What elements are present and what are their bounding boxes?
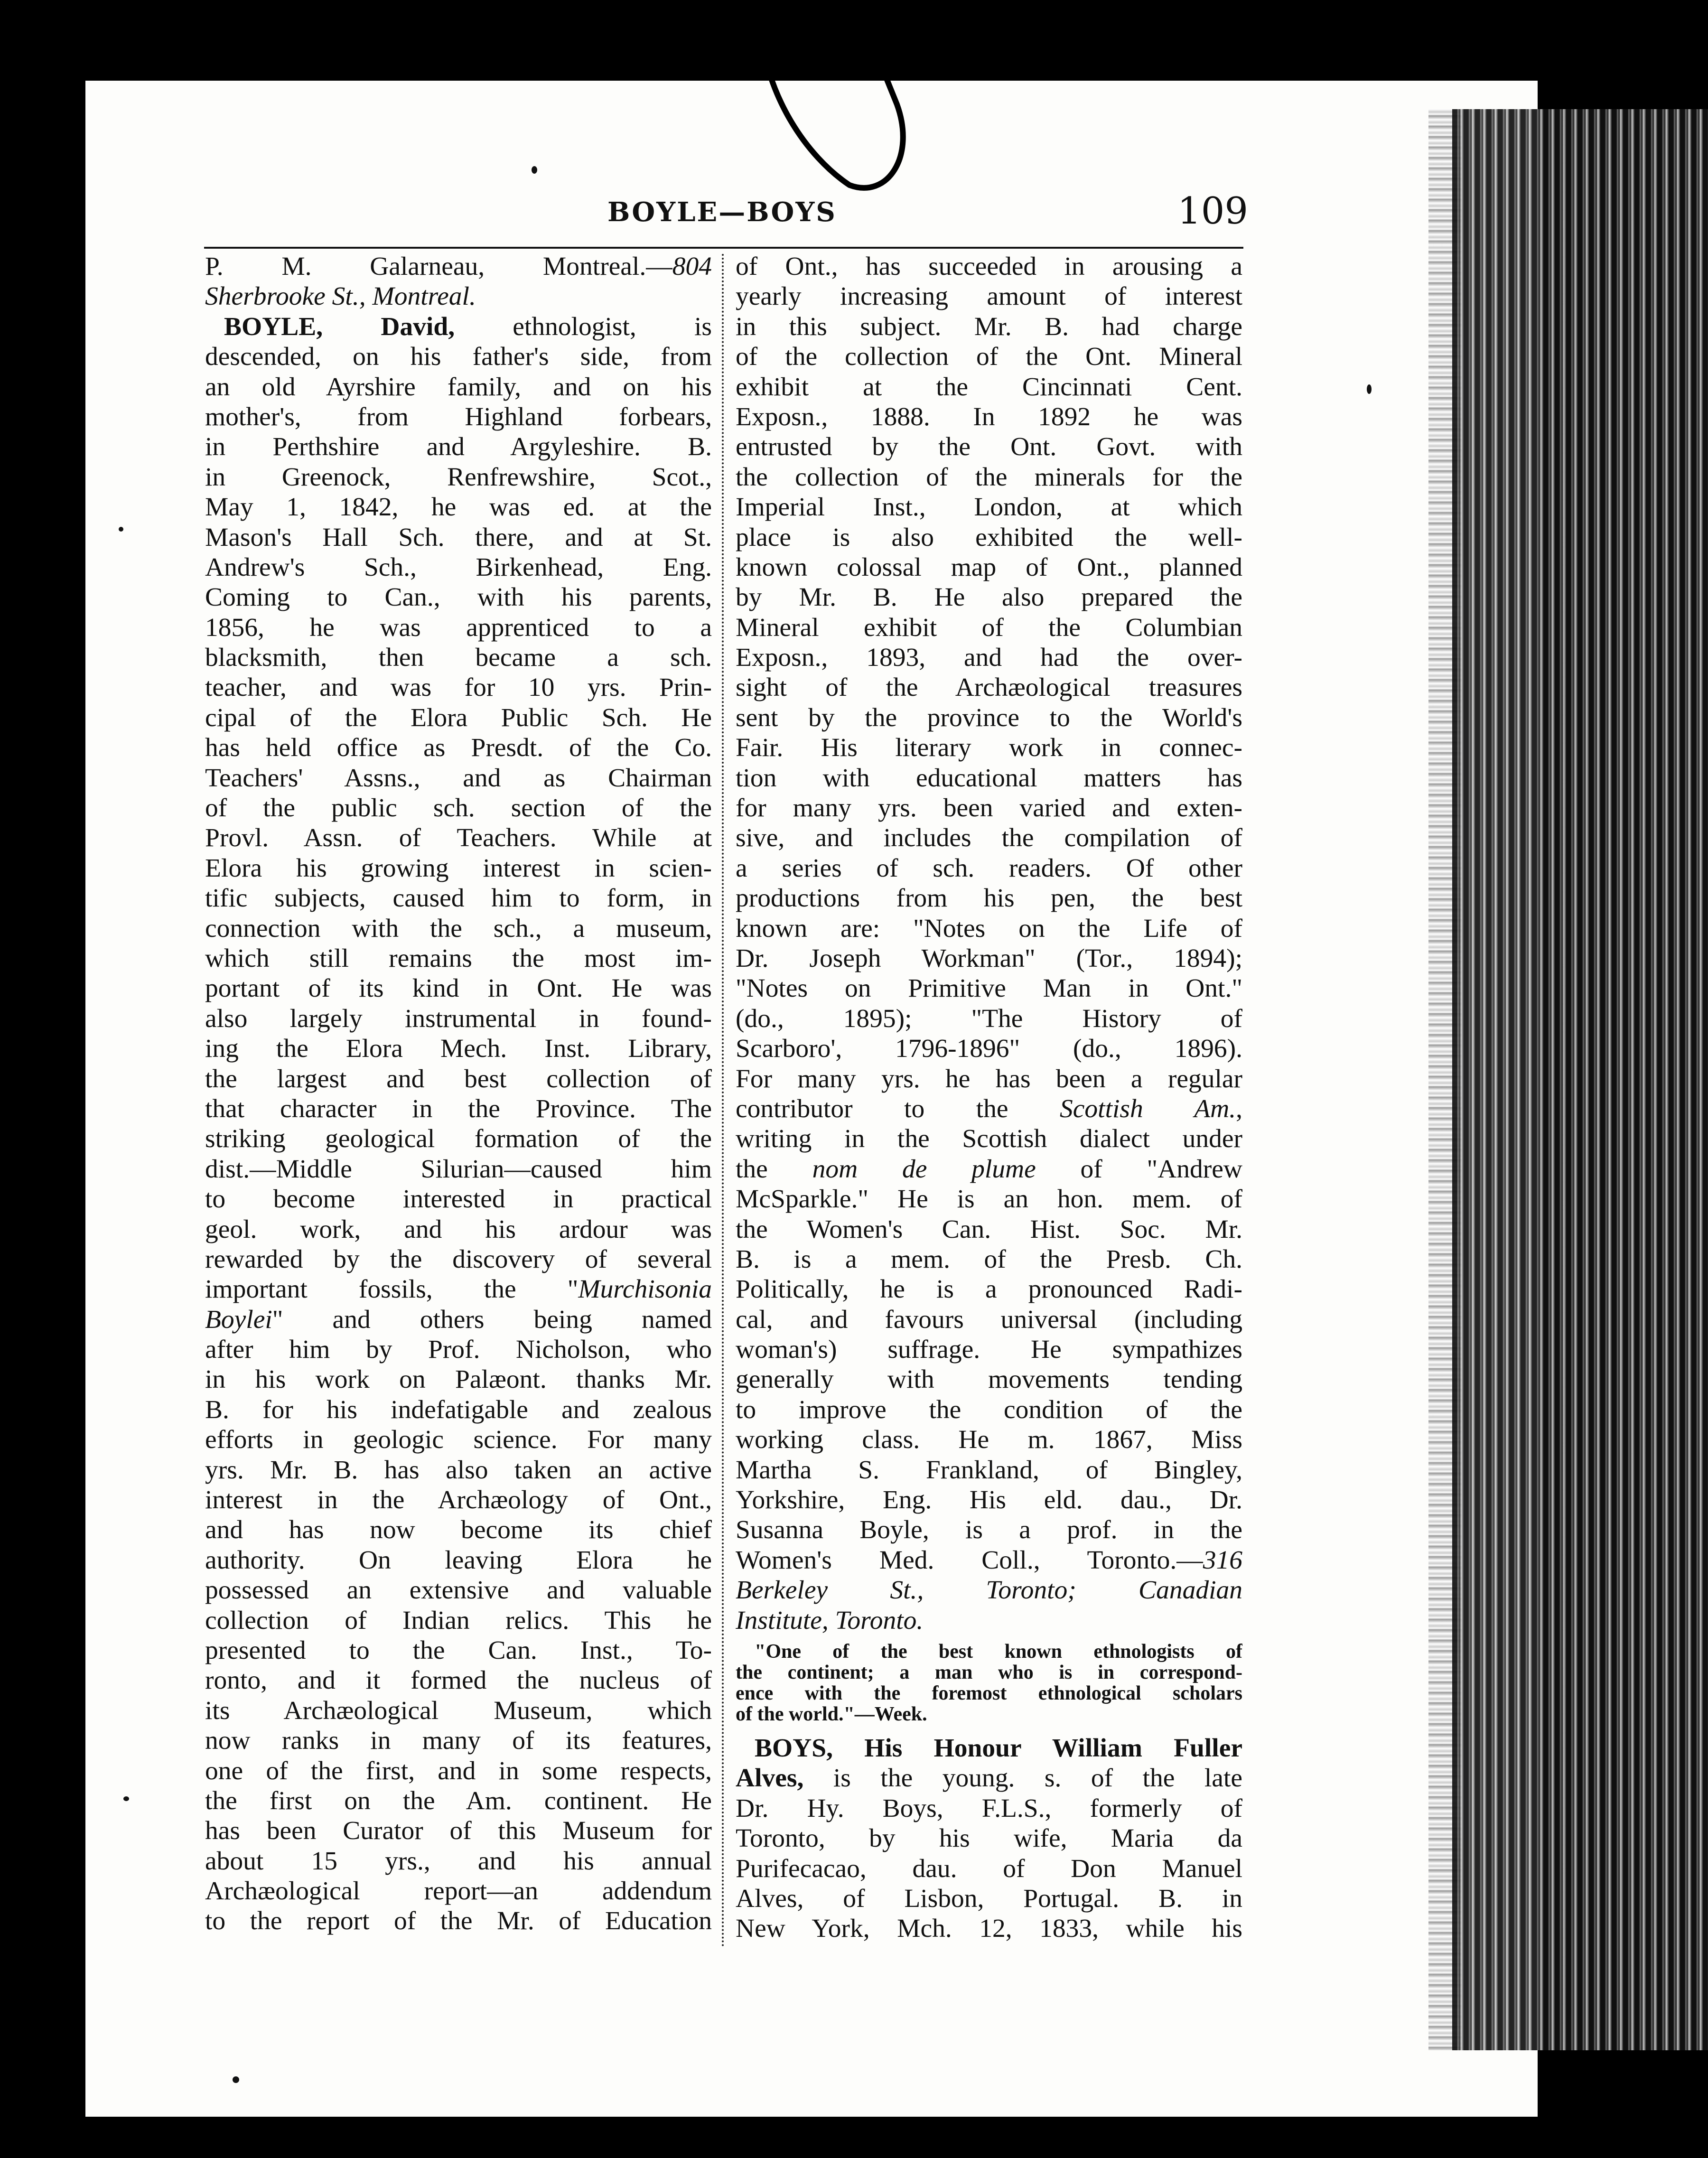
pen-scribble-mark bbox=[650, 0, 982, 199]
left-column-line: now ranks in many of its features, bbox=[205, 1726, 712, 1756]
left-column-line: dist.—Middle Silurian—caused him bbox=[205, 1154, 712, 1184]
right-column-line: the collection of the minerals for the bbox=[736, 462, 1242, 492]
right-column bbox=[736, 252, 1242, 1944]
left-column-line: Teachers' Assns., and as Chairman bbox=[205, 763, 712, 793]
scan-speck bbox=[233, 2076, 239, 2083]
text-run: important fossils, the " bbox=[205, 1275, 579, 1304]
right-column-line: the Women's Can. Hist. Soc. Mr. bbox=[736, 1214, 1242, 1244]
left-column-line bbox=[205, 1305, 712, 1335]
right-column-line: "Notes on Primitive Man in Ont." bbox=[736, 974, 1242, 1003]
right-column-line: generally with movements tending bbox=[736, 1365, 1242, 1394]
left-column-line bbox=[205, 1274, 712, 1304]
left-column-line: that character in the Province. The bbox=[205, 1094, 712, 1123]
left-column-line: presented to the Can. Inst., To- bbox=[205, 1635, 712, 1665]
text-run: Murchisonia bbox=[578, 1275, 712, 1304]
right-column-line: Purifecacao, dau. of Don Manuel bbox=[736, 1854, 1242, 1883]
left-column-line: Mason's Hall Sch. there, and at St. bbox=[205, 523, 712, 552]
right-column-line: Institute, Toronto. bbox=[736, 1606, 924, 1635]
scan-speck bbox=[119, 527, 123, 532]
right-column-line: working class. He m. 1867, Miss bbox=[736, 1425, 1242, 1455]
right-column-line bbox=[736, 1763, 1242, 1793]
left-column-line: its Archæological Museum, which bbox=[205, 1696, 712, 1725]
text-run: ethnologist, is bbox=[455, 312, 712, 341]
left-column-line: ronto, and it formed the nucleus of bbox=[205, 1666, 712, 1695]
right-column-line: yearly increasing amount of interest bbox=[736, 282, 1242, 311]
left-column-line: striking geological formation of the bbox=[205, 1124, 712, 1154]
text-run: 804 bbox=[672, 252, 712, 281]
left-column-line: efforts in geologic science. For many bbox=[205, 1425, 712, 1455]
scan-speck bbox=[1367, 384, 1372, 394]
page-edge-dark-margin bbox=[1452, 109, 1708, 2050]
right-column-line: place is also exhibited the well- bbox=[736, 523, 1242, 552]
right-column-line: known colossal map of Ont., planned bbox=[736, 552, 1242, 582]
right-column-line: New York, Mch. 12, 1833, while his bbox=[736, 1914, 1242, 1943]
right-column-line: of the collection of the Ont. Mineral bbox=[736, 342, 1242, 372]
quote-line: the continent; a man who is in correspond- bbox=[736, 1662, 1242, 1683]
running-head: BOYLE—BOYS bbox=[607, 196, 837, 228]
scan-speck bbox=[123, 1796, 129, 1801]
left-column-line: Sherbrooke St., Montreal. bbox=[205, 282, 476, 311]
text-run: " and others being named bbox=[272, 1305, 712, 1334]
right-column-line: writing in the Scottish dialect under bbox=[736, 1124, 1242, 1154]
text-run: contributor to the bbox=[736, 1094, 1060, 1123]
left-column-line: possessed an extensive and valuable bbox=[205, 1576, 712, 1605]
left-column-line: one of the first, and in some respects, bbox=[205, 1756, 712, 1785]
left-column-line: geol. work, and his ardour was bbox=[205, 1214, 712, 1244]
right-column-line: tion with educational matters has bbox=[736, 763, 1242, 793]
left-column-line: mother's, from Highland forbears, bbox=[205, 402, 712, 431]
right-column-line: For many yrs. he has been a regular bbox=[736, 1064, 1242, 1093]
text-run: Scottish Am. bbox=[1060, 1094, 1236, 1123]
text-run: the bbox=[736, 1154, 812, 1184]
left-column-line: rewarded by the discovery of several bbox=[205, 1244, 712, 1274]
right-column-line bbox=[736, 1733, 1242, 1763]
text-run: P. M. Galarneau, Montreal.— bbox=[205, 252, 672, 281]
left-column-line: has held office as Presdt. of the Co. bbox=[205, 733, 712, 763]
left-column-line: Elora his growing interest in scien- bbox=[205, 853, 712, 883]
page-header bbox=[204, 190, 1248, 242]
right-column-line: Dr. Hy. Boys, F.L.S., formerly of bbox=[736, 1794, 1242, 1823]
left-column-line: and has now become its chief bbox=[205, 1515, 712, 1545]
left-column-line: to become interested in practical bbox=[205, 1185, 712, 1214]
left-column bbox=[205, 252, 712, 1936]
right-column-line: Exposn., 1893, and had the over- bbox=[736, 643, 1242, 673]
right-column-line: of Ont., has succeeded in arousing a bbox=[736, 252, 1242, 281]
right-column-line: a series of sch. readers. Of other bbox=[736, 853, 1242, 883]
right-column-line: by Mr. B. He also prepared the bbox=[736, 583, 1242, 612]
right-column-line: Yorkshire, Eng. His eld. dau., Dr. bbox=[736, 1485, 1242, 1515]
right-column-line: sive, and includes the compilation of bbox=[736, 823, 1242, 853]
right-column-line: Exposn., 1888. In 1892 he was bbox=[736, 402, 1242, 431]
quote-line: of the world."—Week. bbox=[736, 1703, 927, 1725]
left-column-line: 1856, he was apprenticed to a bbox=[205, 613, 712, 642]
left-column-line: ing the Elora Mech. Inst. Library, bbox=[205, 1034, 712, 1064]
right-column-line: exhibit at the Cincinnati Cent. bbox=[736, 372, 1242, 402]
right-column-line: for many yrs. been varied and exten- bbox=[736, 794, 1242, 823]
left-column-line: collection of Indian relics. This he bbox=[205, 1606, 712, 1635]
right-column-line: Mineral exhibit of the Columbian bbox=[736, 613, 1242, 642]
scan-speck bbox=[532, 166, 537, 174]
right-column-line: sight of the Archæological treasures bbox=[736, 673, 1242, 702]
left-column-line: also largely instrumental in found- bbox=[205, 1004, 712, 1033]
right-column-line bbox=[736, 1545, 1242, 1575]
right-column-line: cal, and favours universal (including bbox=[736, 1305, 1242, 1334]
text-run: is the young. s. of the late bbox=[803, 1764, 1242, 1793]
header-rule bbox=[204, 247, 1243, 249]
left-column-line bbox=[205, 252, 712, 281]
left-column-line: Andrew's Sch., Birkenhead, Eng. bbox=[205, 552, 712, 582]
text-run: Women's Med. Coll., Toronto.— bbox=[736, 1545, 1203, 1575]
text-run: nom de plume bbox=[812, 1154, 1036, 1184]
right-column-line: Berkeley St., Toronto; Canadian bbox=[736, 1576, 1242, 1605]
left-column-line: in his work on Palæont. thanks Mr. bbox=[205, 1365, 712, 1394]
right-column-line: sent by the province to the World's bbox=[736, 703, 1242, 732]
left-column-line: of the public sch. section of the bbox=[205, 794, 712, 823]
right-column-line: Susanna Boyle, is a prof. in the bbox=[736, 1515, 1242, 1545]
left-column-line: interest in the Archæology of Ont., bbox=[205, 1485, 712, 1515]
left-column-line: cipal of the Elora Public Sch. He bbox=[205, 703, 712, 732]
left-column-line: descended, on his father's side, from bbox=[205, 342, 712, 372]
left-column-line: Archæological report—an addendum bbox=[205, 1877, 712, 1906]
right-column-line: known are: "Notes on the Life of bbox=[736, 914, 1242, 943]
right-column-line: Fair. His literary work in connec- bbox=[736, 733, 1242, 763]
left-column-line: tific subjects, caused him to form, in bbox=[205, 884, 712, 913]
right-column-line: Imperial Inst., London, at which bbox=[736, 493, 1242, 522]
right-column-line: Dr. Joseph Workman" (Tor., 1894); bbox=[736, 944, 1242, 973]
left-column-line: after him by Prof. Nicholson, who bbox=[205, 1335, 712, 1364]
left-column-line: in Perthshire and Argyleshire. B. bbox=[205, 432, 712, 462]
left-column-line: the first on the Am. continent. He bbox=[205, 1786, 712, 1815]
text-run: , bbox=[1236, 1094, 1242, 1123]
right-column-line bbox=[736, 1154, 1242, 1184]
left-column-line: B. for his indefatigable and zealous bbox=[205, 1395, 712, 1424]
left-column-line: authority. On leaving Elora he bbox=[205, 1545, 712, 1575]
entry-name: Alves, bbox=[736, 1764, 804, 1793]
text-run: of "Andrew bbox=[1036, 1154, 1242, 1184]
left-column-line: has been Curator of this Museum for bbox=[205, 1816, 712, 1846]
right-column-line: McSparkle." He is an hon. mem. of bbox=[736, 1185, 1242, 1214]
right-column-line: woman's) suffrage. He sympathizes bbox=[736, 1335, 1242, 1364]
right-column-line: B. is a mem. of the Presb. Ch. bbox=[736, 1244, 1242, 1274]
right-column-line: Politically, he is a pronounced Radi- bbox=[736, 1275, 1242, 1304]
left-column-line: teacher, and was for 10 yrs. Prin- bbox=[205, 673, 712, 702]
right-column-line: (do., 1895); "The History of bbox=[736, 1004, 1242, 1033]
right-column-line: Alves, of Lisbon, Portugal. B. in bbox=[736, 1884, 1242, 1913]
left-column-line: yrs. Mr. B. has also taken an active bbox=[205, 1455, 712, 1485]
left-column-line: Coming to Can., with his parents, bbox=[205, 583, 712, 612]
text-run: 316 bbox=[1203, 1545, 1242, 1575]
left-column-line: Provl. Assn. of Teachers. While at bbox=[205, 823, 712, 853]
right-column-line: Toronto, by his wife, Maria da bbox=[736, 1824, 1242, 1853]
right-column-line: productions from his pen, the best bbox=[736, 884, 1242, 913]
column-divider bbox=[722, 254, 724, 1948]
right-column-line: entrusted by the Ont. Govt. with bbox=[736, 432, 1242, 462]
left-column-line: an old Ayrshire family, and on his bbox=[205, 372, 712, 402]
left-column-line: about 15 yrs., and his annual bbox=[205, 1846, 712, 1876]
quote-line: "One of the best known ethnologists of bbox=[755, 1641, 1242, 1662]
right-column-line: in this subject. Mr. B. had charge bbox=[736, 312, 1242, 341]
entry-name: BOYS, His Honour William Fuller bbox=[755, 1733, 1242, 1763]
left-column-line: the largest and best collection of bbox=[205, 1064, 712, 1093]
text-run: Boylei bbox=[205, 1305, 272, 1334]
left-column-line: which still remains the most im- bbox=[205, 944, 712, 973]
left-column-line: blacksmith, then became a sch. bbox=[205, 643, 712, 673]
left-column-line bbox=[205, 312, 712, 342]
right-column-line: Scarboro', 1796-1896" (do., 1896). bbox=[736, 1034, 1242, 1064]
review-quote bbox=[736, 1641, 1242, 1725]
left-column-line: in Greenock, Renfrewshire, Scot., bbox=[205, 462, 712, 492]
right-column-line: Martha S. Frankland, of Bingley, bbox=[736, 1455, 1242, 1485]
entry-name: BOYLE, David, bbox=[224, 312, 455, 341]
left-column-line: portant of its kind in Ont. He was bbox=[205, 974, 712, 1003]
right-column-line bbox=[736, 1094, 1242, 1124]
left-column-line: connection with the sch., a museum, bbox=[205, 914, 712, 943]
left-column-line: May 1, 1842, he was ed. at the bbox=[205, 493, 712, 522]
page-number: 109 bbox=[1177, 190, 1248, 233]
quote-line: ence with the foremost ethnological scholars bbox=[736, 1682, 1242, 1704]
right-column-line: to improve the condition of the bbox=[736, 1395, 1242, 1424]
left-column-line: to the report of the Mr. of Education bbox=[205, 1906, 712, 1936]
